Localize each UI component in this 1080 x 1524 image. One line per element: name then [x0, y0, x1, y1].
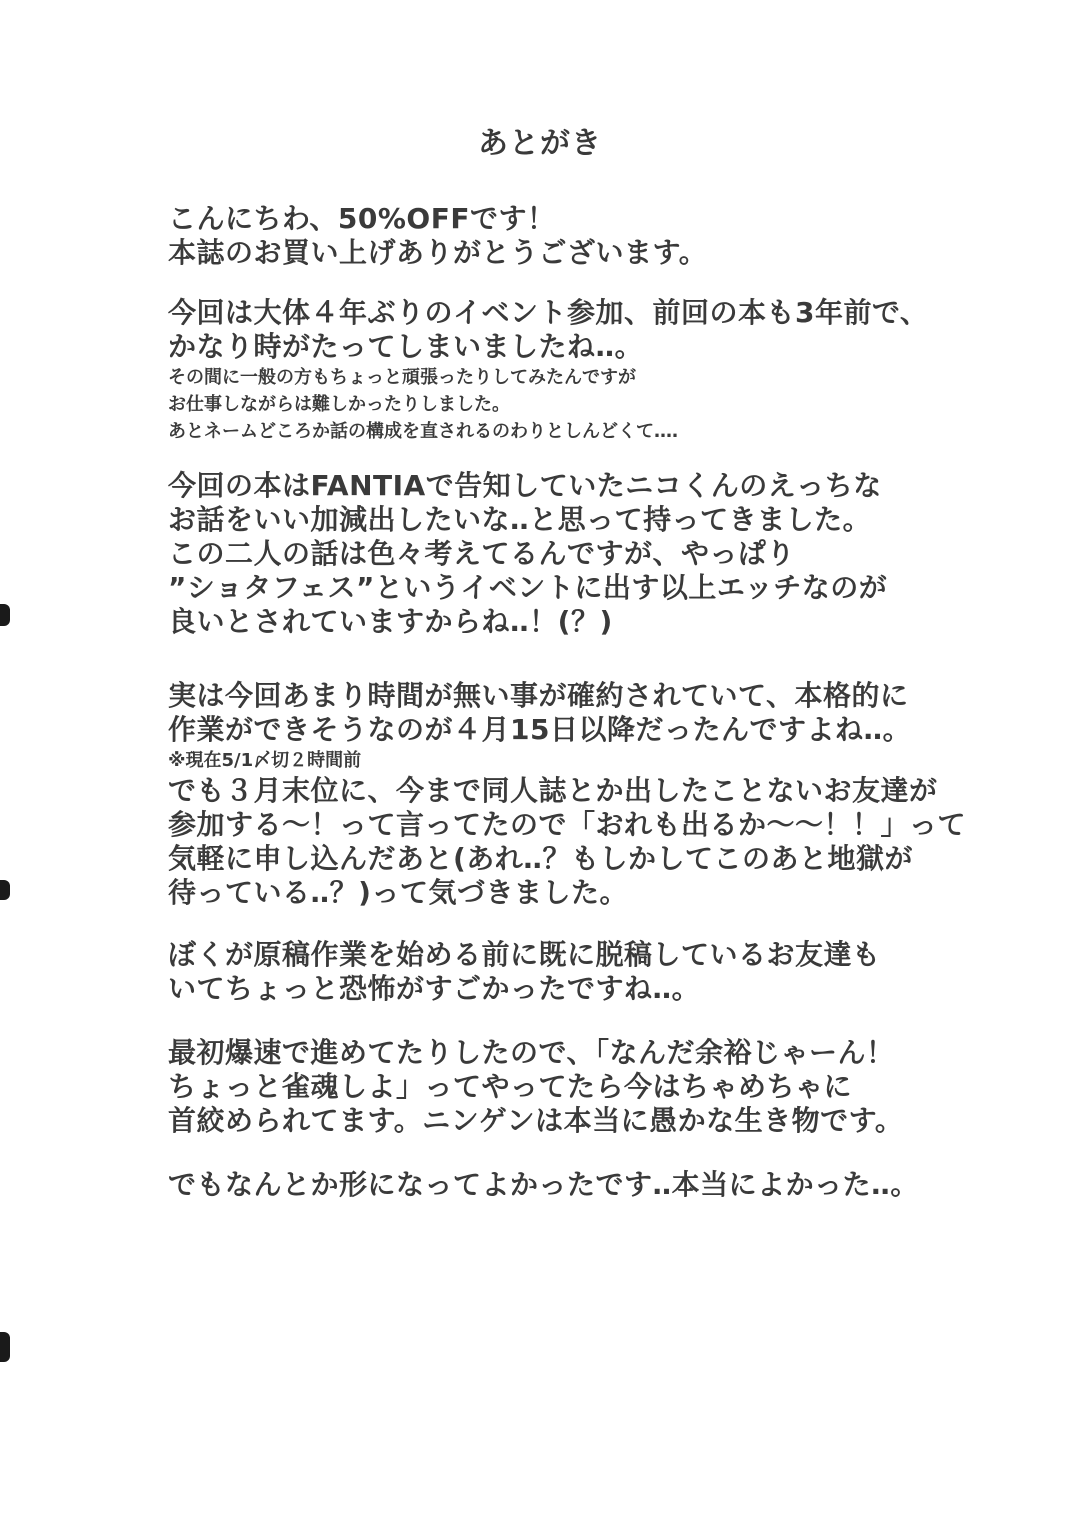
- paragraph: [168, 296, 1048, 445]
- text-line: でも３月末位に、今まで同人誌とか出したことないお友達が: [168, 774, 938, 807]
- text-line: ※現在5/1〆切２時間前: [168, 750, 362, 771]
- paragraph: [168, 1168, 1048, 1202]
- text-line: 気軽に申し込んだあと(あれ‥？もしかしてこのあと地獄が: [168, 842, 913, 875]
- text-line: 最初爆速で進めてたりしたので、「なんだ余裕じゃーん！: [168, 1036, 895, 1069]
- paragraph: [168, 202, 1048, 270]
- page-title: あとがき: [478, 126, 602, 161]
- text-line: 実は今回あまり時間が無い事が確約されていて、本格的に: [168, 679, 909, 712]
- text-line: かなり時がたってしまいましたね‥。: [168, 330, 644, 363]
- text-line: 今回は大体４年ぶりのイベント参加、前回の本も3年前で、: [168, 296, 929, 329]
- text-line: いてちょっと恐怖がすごかったですね‥。: [168, 972, 701, 1005]
- text-line: お話をいい加減出したいな‥と思って持ってきました。: [168, 503, 872, 536]
- text-line: 今回の本はFANTIAで告知していたニコくんのえっちな: [168, 469, 882, 502]
- text-line: その間に一般の方もちょっと頑張ったりしてみたんですが: [168, 367, 636, 388]
- text-line: 首絞められてます。ニンゲンは本当に愚かな生き物です。: [168, 1104, 904, 1137]
- paragraph: [168, 469, 1048, 639]
- text-line: この二人の話は色々考えてるんですが、やっぱり: [168, 537, 796, 570]
- text-line: ”ショタフェス”というイベントに出す以上エッチなのが: [168, 571, 888, 604]
- text-line: 本誌のお買い上げありがとうございます。: [168, 236, 708, 269]
- text-line: 参加する～！って言ってたので「おれも出るか～～！！」って: [168, 808, 967, 841]
- text-line: 待っている‥？)って気づきました。: [168, 876, 628, 909]
- text-line: あとネームどころか話の構成を直されるのわりとしんどくて‥‥: [168, 421, 679, 442]
- paragraph: [168, 1036, 1048, 1138]
- text-line: 作業ができそうなのが４月15日以降だったんですよね‥。: [168, 713, 912, 746]
- text-line: こんにちわ、50%OFFです！: [168, 202, 556, 235]
- paragraph: [168, 938, 1048, 1006]
- text-line: 良いとされていますからね‥！(？): [168, 605, 613, 638]
- binding-mark: [0, 1332, 10, 1362]
- text-line: お仕事しながらは難しかったりしました。: [168, 394, 510, 415]
- paragraph: [168, 679, 1048, 910]
- afterword-body: [168, 202, 1048, 1228]
- binding-mark: [0, 880, 10, 900]
- text-line: でもなんとか形になってよかったです‥本当によかった‥。: [168, 1168, 919, 1201]
- text-line: ちょっと雀魂しよ」ってやってたら今はちゃめちゃに: [168, 1070, 853, 1103]
- text-line: ぼくが原稿作業を始める前に既に脱稿しているお友達も: [168, 938, 881, 971]
- binding-mark: [0, 604, 10, 626]
